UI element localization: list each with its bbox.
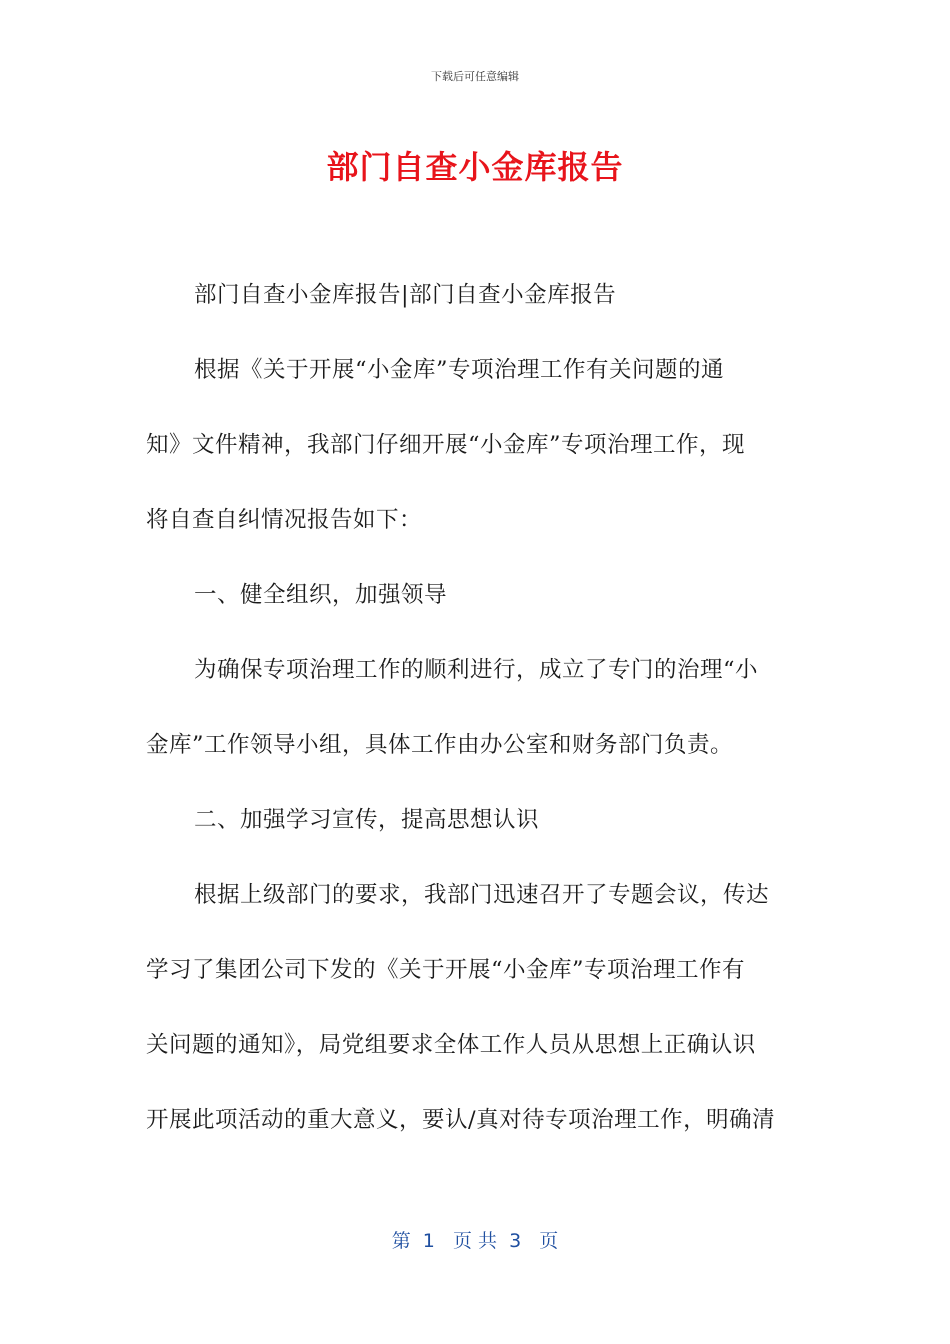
section-heading: 一、健全组织，加强领导 bbox=[194, 582, 448, 608]
paragraph-line: 金库”工作领导小组，具体工作由办公室和财务部门负责。 bbox=[146, 732, 734, 758]
paragraph-line: 根据《关于开展“小金库”专项治理工作有关问题的通 bbox=[194, 357, 725, 383]
paragraph-line: 为确保专项治理工作的顺利进行，成立了专门的治理“小 bbox=[194, 657, 759, 683]
document-title: 部门自查小金库报告 bbox=[326, 148, 624, 186]
paragraph-line: 部门自查小金库报告|部门自查小金库报告 bbox=[194, 282, 617, 308]
paragraph-line: 将自查自纠情况报告如下： bbox=[146, 507, 423, 533]
document-body bbox=[146, 276, 806, 1176]
paragraph-line: 关问题的通知》，局党组要求全体工作人员从思想上正确认识 bbox=[146, 1032, 756, 1058]
paragraph-line: 学习了集团公司下发的《关于开展“小金库”专项治理工作有 bbox=[146, 957, 746, 983]
section-heading: 二、加强学习宣传，提高思想认识 bbox=[194, 807, 540, 833]
page-footer: 第 1 页 共 3 页 bbox=[391, 1230, 559, 1252]
header-note: 下载后可任意编辑 bbox=[431, 70, 519, 83]
paragraph-line: 根据上级部门的要求，我部门迅速召开了专题会议，传达 bbox=[194, 882, 770, 908]
paragraph-line: 知》文件精神，我部门仔细开展“小金库”专项治理工作，现 bbox=[146, 432, 746, 458]
paragraph-line: 开展此项活动的重大意义，要认/真对待专项治理工作，明确清 bbox=[146, 1107, 776, 1133]
